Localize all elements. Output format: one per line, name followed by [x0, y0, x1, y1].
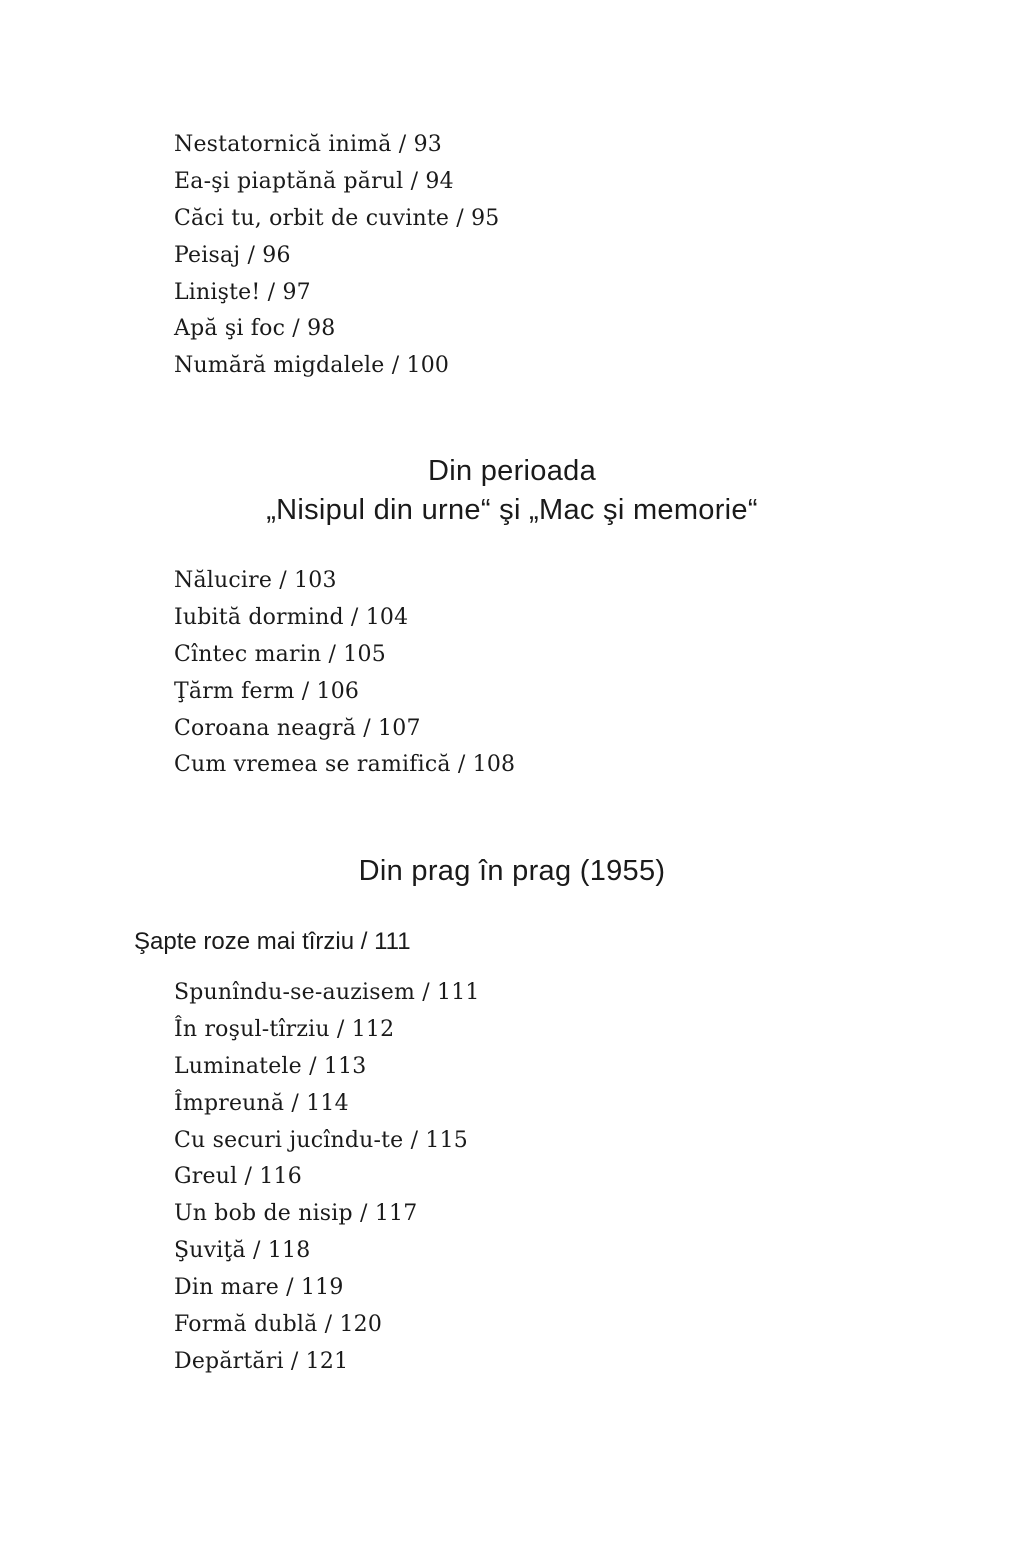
- toc-list-section-1: [174, 127, 499, 385]
- toc-entry: Iubită dormind / 104: [174, 604, 409, 630]
- toc-entry: Formă dublă / 120: [174, 1312, 383, 1338]
- toc-entry: Luminatele / 113: [174, 1053, 367, 1079]
- toc-entry: Depărtări / 121: [174, 1348, 349, 1374]
- toc-entry: Cîntec marin / 105: [174, 641, 386, 667]
- toc-entry: Ea-şi piaptănă părul / 94: [174, 168, 454, 194]
- section-heading-line-1: Din perioada: [427, 455, 597, 487]
- section-heading-2: [0, 452, 1024, 530]
- toc-entry: Şuviţă / 118: [174, 1238, 311, 1264]
- toc-entry: În roşul-tîrziu / 112: [174, 1016, 395, 1042]
- toc-entry: Cum vremea se ramifică / 108: [174, 752, 516, 778]
- toc-entry: Nestatornică inimă / 93: [174, 132, 442, 157]
- subsection-heading: Şapte roze mai tîrziu / 111: [134, 928, 411, 955]
- toc-entry: Linişte! / 97: [174, 279, 311, 305]
- toc-entry: Greul / 116: [174, 1164, 302, 1190]
- toc-entry: Împreună / 114: [174, 1090, 349, 1116]
- toc-list-section-3: [174, 975, 480, 1381]
- toc-entry: Ţărm ferm / 106: [174, 678, 360, 704]
- toc-list-section-2: [174, 563, 515, 784]
- toc-entry: Numără migdalele / 100: [174, 353, 450, 379]
- section-heading-line-2: „Nisipul din urne“ şi „Mac şi memorie“: [266, 494, 758, 526]
- section-heading-3: Din prag în prag (1955): [358, 855, 666, 887]
- toc-entry: Peisaj / 96: [174, 242, 291, 268]
- toc-entry: Nălucire / 103: [174, 568, 337, 593]
- toc-entry: Spunîndu-se-auzisem / 111: [174, 980, 480, 1005]
- toc-entry: Coroana neagră / 107: [174, 715, 421, 741]
- toc-entry: Cu securi jucîndu-te / 115: [174, 1127, 468, 1153]
- toc-entry: Căci tu, orbit de cuvinte / 95: [174, 205, 500, 231]
- toc-entry: Din mare / 119: [174, 1275, 344, 1301]
- toc-entry: Apă şi foc / 98: [174, 316, 336, 342]
- toc-entry: Un bob de nisip / 117: [174, 1201, 418, 1227]
